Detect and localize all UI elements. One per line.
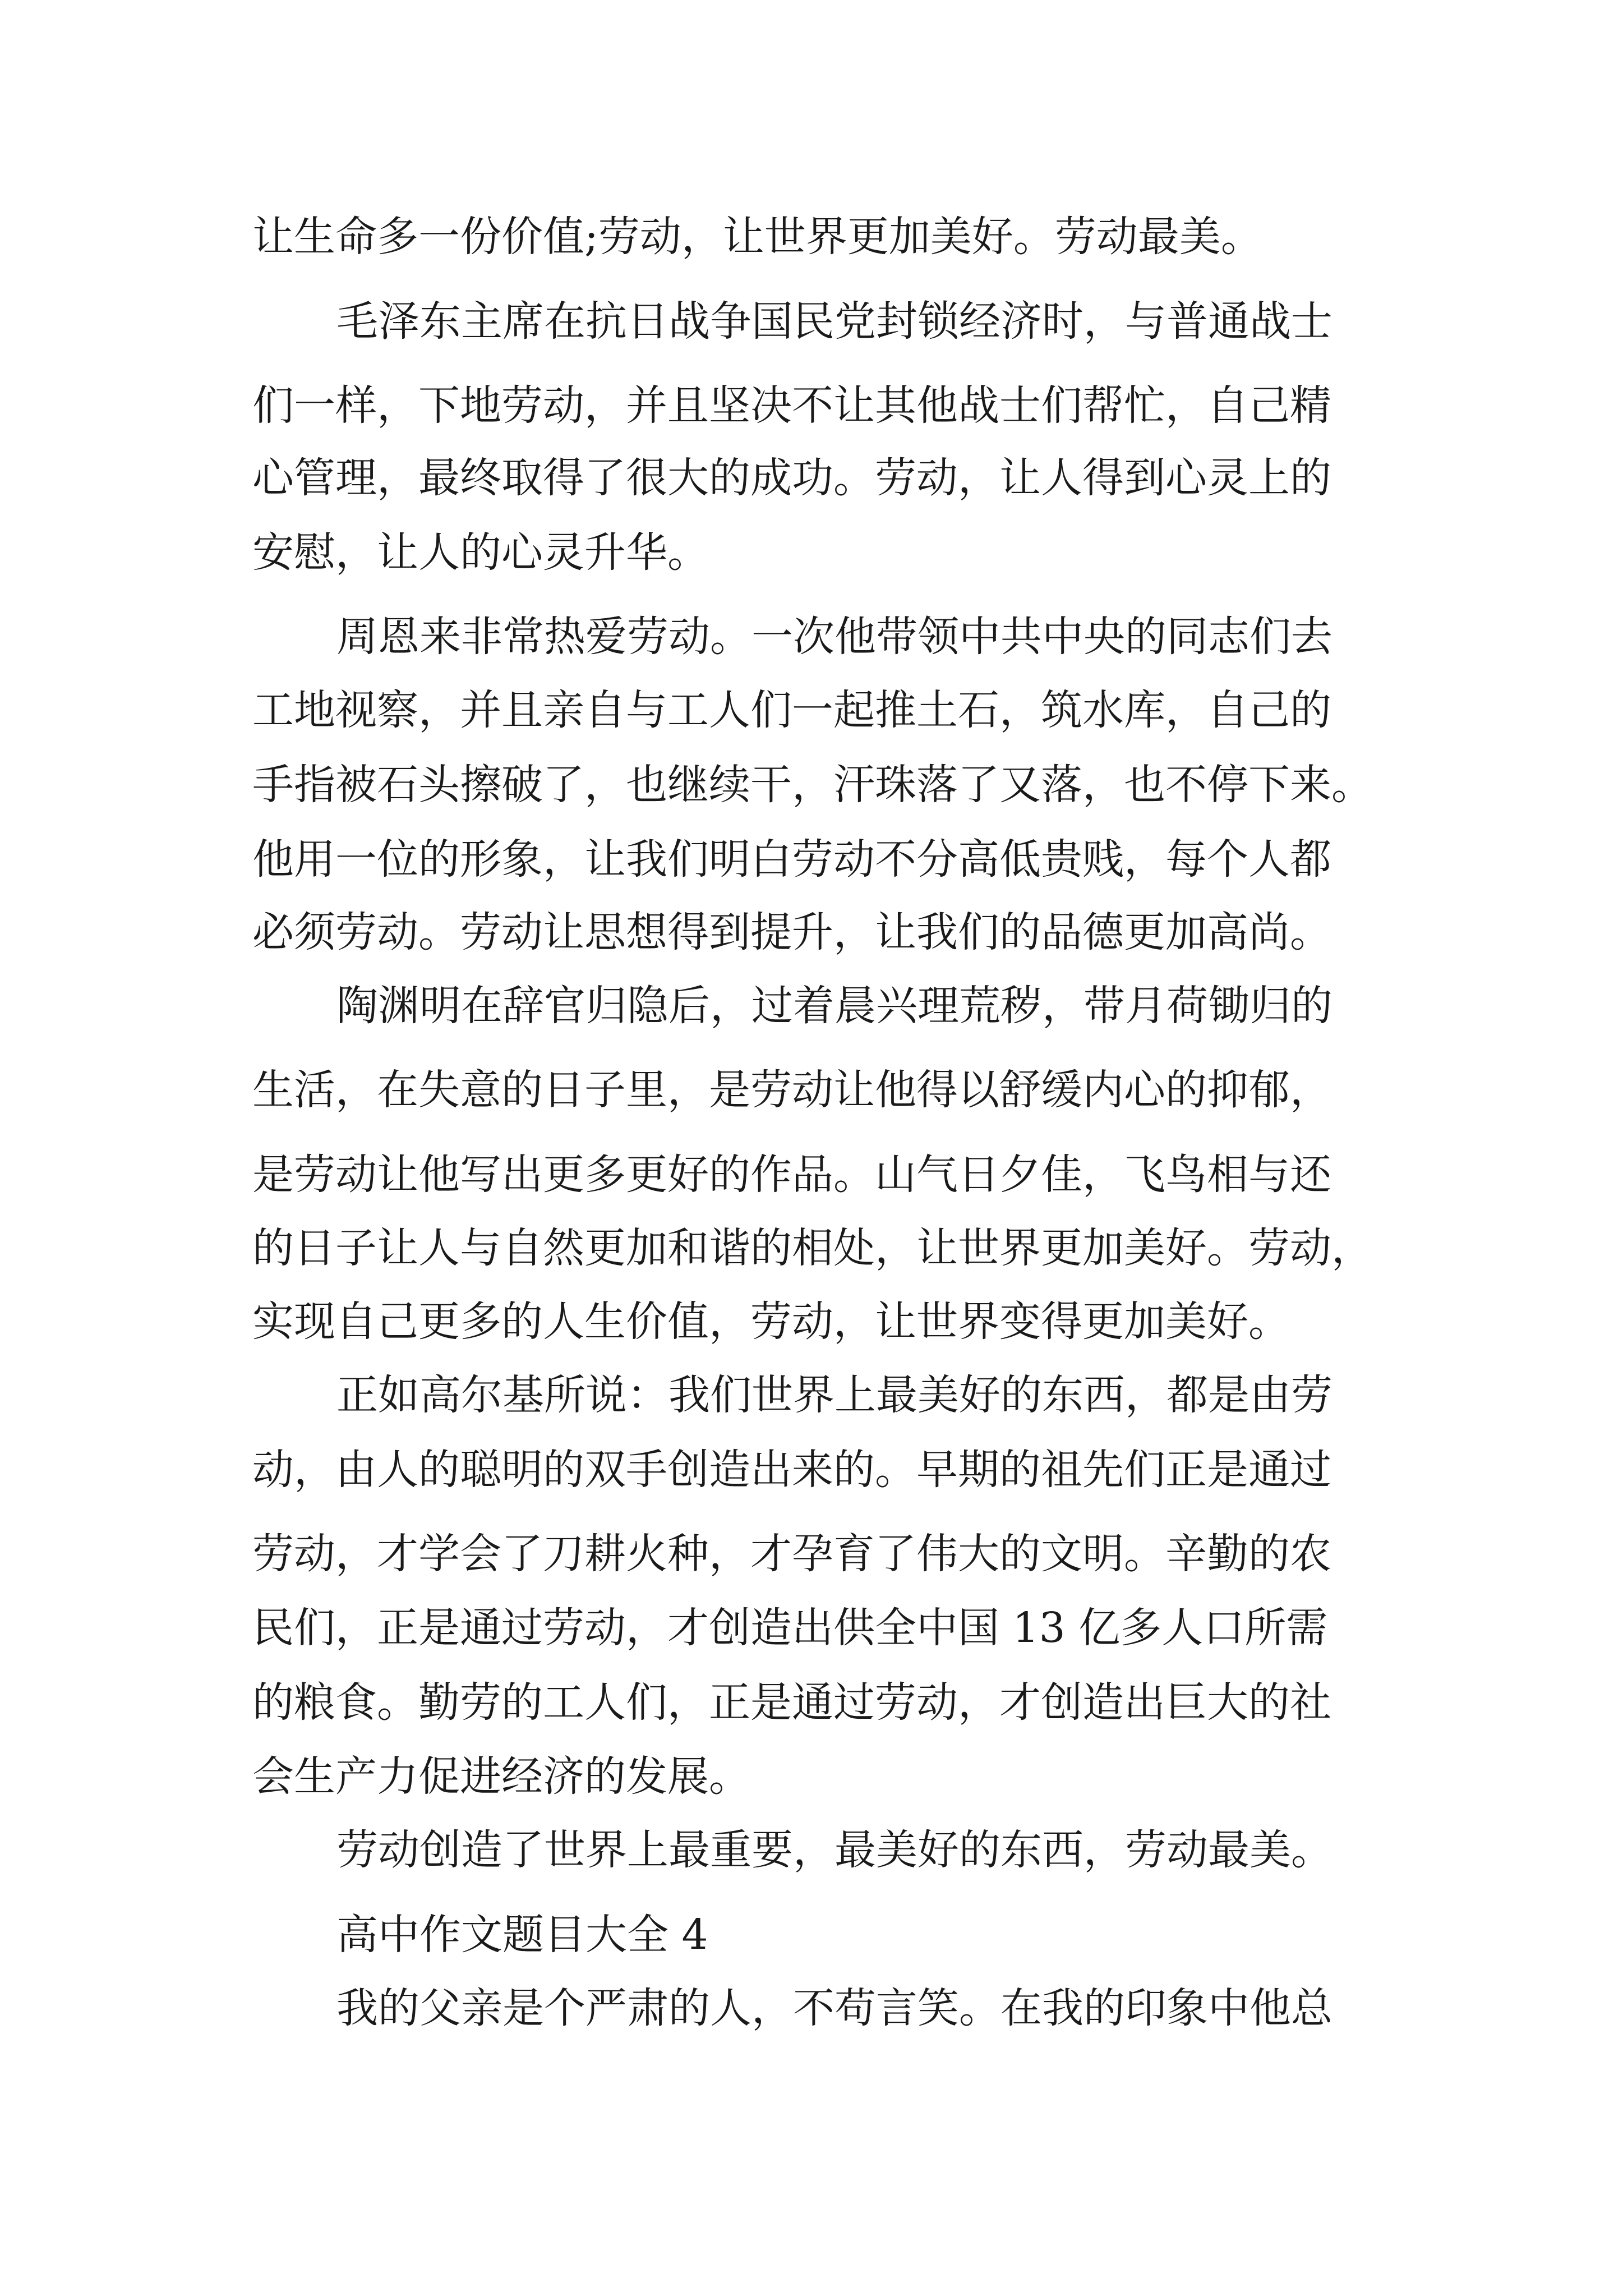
text-line: 的日子让人与自然更加和谐的相处，让世界更加美好。劳动， <box>252 1224 1373 1272</box>
text-line: 手指被石头擦破了，也继续干，汗珠落了又落，也不停下来。 <box>252 761 1373 809</box>
paragraph-first-line: 我的父亲是个严肃的人，不苟言笑。在我的印象中他总 <box>336 1984 1332 2032</box>
paragraph-first-line: 正如高尔基所说：我们世界上最美好的东西，都是由劳 <box>336 1371 1332 1419</box>
text-line: 实现自己更多的人生价值，劳动，让世界变得更加美好。 <box>252 1297 1290 1346</box>
text-line: 动，由人的聪明的双手创造出来的。早期的祖先们正是通过 <box>252 1446 1331 1494</box>
text-line: 必须劳动。劳动让思想得到提升，让我们的品德更加高尚。 <box>252 908 1331 956</box>
text-line: 他用一位的形象，让我们明白劳动不分高低贵贱，每个人都 <box>252 835 1331 884</box>
section-heading: 高中作文题目大全 4 <box>336 1911 708 1959</box>
text-line: 民们，正是通过劳动，才创造出供全中国 13 亿多人口所需 <box>252 1604 1328 1652</box>
text-line: 工地视察，并且亲自与工人们一起推土石，筑水库，自己的 <box>252 686 1331 734</box>
paragraph-first-line: 劳动创造了世界上最重要，最美好的东西，劳动最美。 <box>336 1826 1332 1874</box>
text-line: 让生命多一份价值;劳动，让世界更加美好。劳动最美。 <box>252 213 1262 261</box>
paragraph-first-line: 周恩来非常热爱劳动。一次他带领中共中央的同志们去 <box>336 613 1332 661</box>
text-line: 劳动，才学会了刀耕火种，才孕育了伟大的文明。辛勤的农 <box>252 1530 1331 1578</box>
text-line: 生活，在失意的日子里，是劳动让他得以舒缓内心的抑郁， <box>252 1066 1331 1114</box>
paragraph-first-line: 陶渊明在辞官归隐后，过着晨兴理荒秽，带月荷锄归的 <box>336 982 1332 1030</box>
text-line: 安慰，让人的心灵升华。 <box>252 528 709 577</box>
text-line: 心管理，最终取得了很大的成功。劳动，让人得到心灵上的 <box>252 454 1331 502</box>
text-line: 的粮食。勤劳的工人们，正是通过劳动，才创造出巨大的社 <box>252 1678 1331 1727</box>
text-line: 会生产力促进经济的发展。 <box>252 1752 750 1801</box>
text-line: 是劳动让他写出更多更好的作品。山气日夕佳，飞鸟相与还 <box>252 1151 1331 1199</box>
text-line: 们一样，下地劳动，并且坚决不让其他战士们帮忙，自己精 <box>252 381 1331 430</box>
paragraph-first-line: 毛泽东主席在抗日战争国民党封锁经济时，与普通战士 <box>336 297 1332 346</box>
